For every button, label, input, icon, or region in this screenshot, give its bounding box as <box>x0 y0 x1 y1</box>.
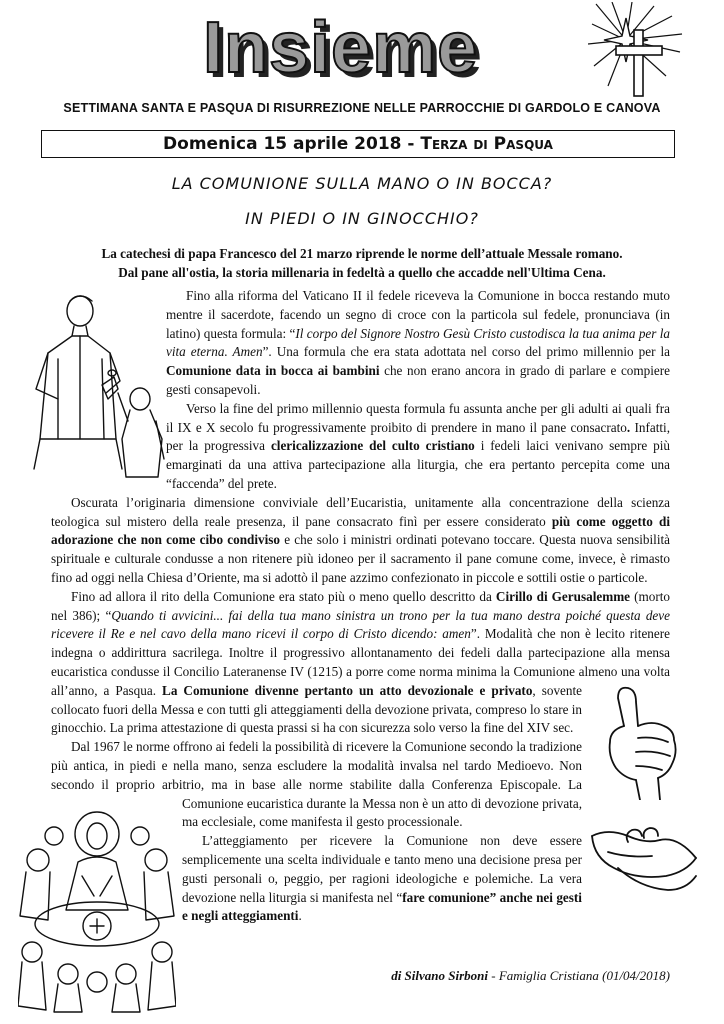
paragraph-6: L’atteggiamento per ricevere la Comunione non deve essere semplicemente una scelta individuale e tanto meno una decisione presa per gusti personali o, peggio, per ragioni ideologiche e polemiche. La vera devozione nella liturgia si manifesta nel “fare comunione” anche nei gesti e negli atteggiamenti. <box>182 833 582 924</box>
intro-line-2: Dal pane all'ostia, la storia millenaria in fedeltà a quello che accadde nell'Ultima Cena. <box>118 265 606 280</box>
article-signature <box>0 968 670 984</box>
star-cross-icon <box>588 2 684 98</box>
source-citation: - Famiglia Cristiana (01/04/2018) <box>488 968 670 983</box>
date-banner <box>41 130 675 158</box>
newsletter-title: Insieme <box>203 8 479 88</box>
headline-primary: LA COMUNIONE SULLA MANO O IN BOCCA? <box>171 174 553 193</box>
paragraph-1: Fino alla riforma del Vaticano II il fedele riceveva la Comunione in bocca restando muto mentre il sacerdote, facendo un segno di croce con la particola sul fedele, pronunciava (in latino) questa formula: “Il corpo del Signore Nostro Gesù Cristo custodisca la tua anima per la vita eterna. Amen”. Una formula che era stata adottata nel corso del primo millennio per la Comunione data in bocca ai bambini che non erano ancora in grado di parlare e compiere gesti consapevoli. <box>166 288 670 397</box>
banner-date: Domenica 15 aprile 2018 - <box>163 134 421 154</box>
masthead-subtitle: SETTIMANA SANTA E PASQUA DI RISURREZIONE NELLE PARROCCHIE DI GARDOLO E CANOVA <box>63 101 661 115</box>
paragraph-5: Dal 1967 le norme offrono ai fedeli la possibilità di ricevere la Comunione secondo la tradizione più antica, in piedi e nella mano, senza escludere la modalità invalsa nel tardo Medioevo. Non secondo il proprio arbitrio, ma in base alle norme stabilite dalla Conferenza Episcopale. La Comunione eucaristica durante la Messa non è un atto di devozione privata, ma ecclesiale, come manifesta il gesto processionale. <box>51 739 582 830</box>
paragraph-3: Oscurata l’originaria dimensione conviviale dell’Eucaristia, unitamente alla concentrazione della scienza teologica sul mistero della reale presenza, il pane consacrato finì per essere considerato più come oggetto di adorazione che non come cibo condiviso e che solo i ministri ordinati potevano toccare. Questa nuova sensibilità spirituale e culturale condusse a non ritenere più idoneo per il sacramento il pane comune come, invece, è rimasto fino ad oggi nella Chiesa d’Oriente, ma si adottò il pane azzimo confezionato in piccole e sottili ostie o particole. <box>51 494 670 585</box>
intro-summary <box>20 244 704 282</box>
banner-sunday: Terza di Pasqua <box>420 134 553 154</box>
intro-line-1: La catechesi di papa Francesco del 21 marzo riprende le norme dell’attuale Messale romano. <box>101 246 623 261</box>
masthead <box>0 0 724 115</box>
cupped-hands-icon <box>588 806 700 906</box>
thumb-up-hand-icon <box>588 682 700 800</box>
paragraph-2: Verso la fine del primo millennio questa formula fu assunta anche per gli adulti ai quali fra il IX e X secolo fu progressivamente proibito di prendere in mano il pane consacrato. Infatti, per la progressiva clericalizzazione del culto cristiano i fedeli laici venivano sempre più emarginati da una attiva partecipazione alla liturgia, che era pertanto percepita come una “faccenda” del prete. <box>166 400 670 491</box>
headline-secondary: IN PIEDI O IN GINOCCHIO? <box>245 209 479 228</box>
author-name: di Silvano Sirboni <box>391 968 488 983</box>
paragraph-4: Fino ad allora il rito della Comunione era stato più o meno quello descritto da Cirillo di Gerusalemme (morto nel 386); “Quando ti avvicini... fai della tua mano sinistra un trono per la tua mano destra poiché questa deve ricevere il Re e nel cavo della mano ricevi il corpo di Cristo dicendo: amen”. Modalità che non è lecito ritenere indegna o addirittura sacrilega. Inoltre il progressivo allontanamento dei fedeli dalla partecipazione alla mensa eucaristica condusse il Concilio Lateranense IV (1215) a porre come norma minima la Comunione almeno una volta all’anno, a Pasqua. La Comunione divenne pertanto un atto devozionale e privato, sovente collocato fuori della Messa e con tutti gli atteggiamenti della devozione privata, compreso lo stare in ginocchio. La prima attestazione di questa prassi si ha con sicurezza solo verso la fine del XIV sec. <box>51 588 670 736</box>
priest-giving-communion-icon <box>18 289 166 481</box>
article-body <box>51 287 670 1014</box>
